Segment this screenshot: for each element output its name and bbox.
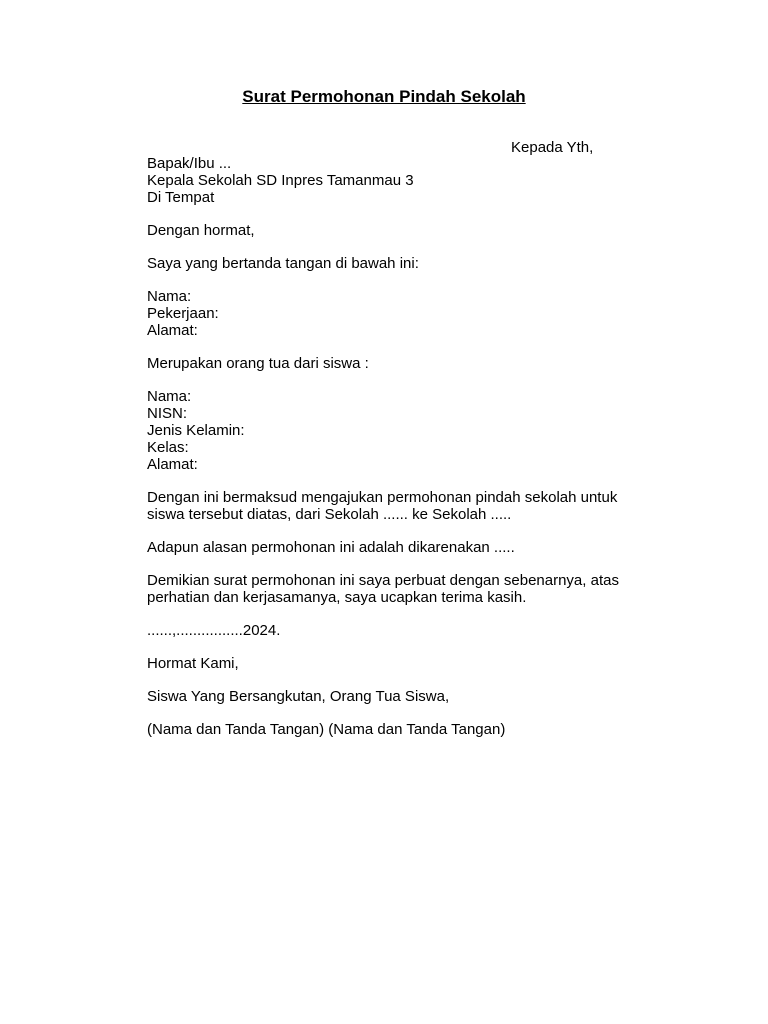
parent-name-field: Nama:: [147, 288, 192, 305]
recipient-block: [147, 155, 647, 206]
student-name-field: Nama:: [147, 388, 192, 405]
greeting: Dengan hormat,: [147, 222, 255, 239]
recipient-line-1: Bapak/Ibu ...: [147, 155, 232, 172]
closing-paragraph: [147, 572, 647, 606]
request-paragraph: [147, 489, 647, 523]
signature-names: (Nama dan Tanda Tangan) (Nama dan Tanda Tangan): [147, 721, 506, 738]
student-address-field: Alamat:: [147, 456, 198, 473]
parent-job-field: Pekerjaan:: [147, 305, 219, 322]
parent-of-text: Merupakan orang tua dari siswa :: [147, 355, 369, 372]
kepada-yth: Kepada Yth,: [511, 139, 594, 156]
student-nisn-field: NISN:: [147, 405, 188, 422]
regards-text: Hormat Kami,: [147, 655, 239, 672]
recipient-line-2: Kepala Sekolah SD Inpres Tamanmau 3: [147, 172, 414, 189]
letter-body: [147, 155, 647, 738]
reason-text: Adapun alasan permohonan ini adalah dikarenakan .....: [147, 539, 515, 556]
parent-address-field: Alamat:: [147, 322, 198, 339]
student-class-field: Kelas:: [147, 439, 189, 456]
intro-text: Saya yang bertanda tangan di bawah ini:: [147, 255, 419, 272]
recipient-line-3: Di Tempat: [147, 189, 215, 206]
request-line-1: Dengan ini bermaksud mengajukan permohonan pindah sekolah untuk: [147, 489, 618, 506]
signatories-text: Siswa Yang Bersangkutan, Orang Tua Siswa,: [147, 688, 450, 705]
closing-line-1: Demikian surat permohonan ini saya perbuat dengan sebenarnya, atas: [147, 572, 619, 589]
student-gender-field: Jenis Kelamin:: [147, 422, 245, 439]
parent-fields: [147, 288, 647, 339]
closing-line-2: perhatian dan kerjasamanya, saya ucapkan terima kasih.: [147, 589, 527, 606]
student-fields: [147, 388, 647, 473]
document-title: Surat Permohonan Pindah Sekolah: [242, 87, 526, 106]
date-line: ......,................2024.: [147, 622, 281, 639]
request-line-2: siswa tersebut diatas, dari Sekolah ...... ke Sekolah .....: [147, 506, 512, 523]
